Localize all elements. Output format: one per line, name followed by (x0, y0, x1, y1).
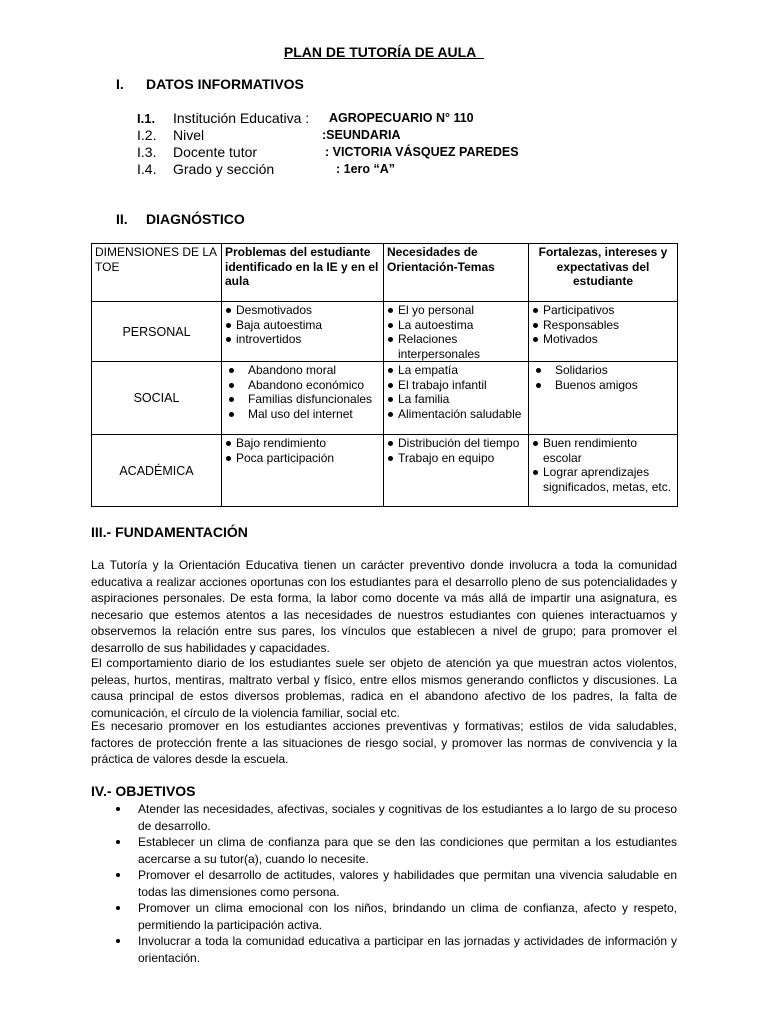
list-item: Desmotivados (225, 303, 380, 318)
list-item: Bajo rendimiento (225, 436, 380, 451)
header-necesidades: Necesidades de Orientación-Temas (384, 244, 529, 302)
list-item: Abandono económico (225, 378, 380, 393)
problemas-cell (222, 362, 384, 435)
info-row-institucion (137, 110, 474, 128)
section-number: I. (116, 76, 124, 92)
list-item: El yo personal (387, 303, 525, 318)
header-fortalezas: Fortalezas, intereses y expectativas del estudiante (529, 244, 678, 302)
list-item: Participativos (532, 303, 674, 318)
necesidades-cell (384, 302, 529, 362)
section-number: II. (116, 211, 128, 227)
list-item: Poca participación (225, 451, 380, 466)
table-header-row (92, 244, 678, 302)
list-item: Familias disfuncionales (225, 392, 380, 407)
info-number: I.3. (137, 144, 157, 160)
list-item: La empatía (387, 363, 525, 378)
section-heading: DIAGNÓSTICO (146, 211, 245, 227)
list-item: Relaciones interpersonales (387, 332, 525, 361)
list-item: Baja autoestima (225, 318, 380, 333)
list-item: Establecer un clima de confianza para que se den las condiciones que permitan a los estudiantes acercarse a su tutor(a), cuando lo necesite. (91, 834, 677, 867)
problemas-cell (222, 302, 384, 362)
necesidades-cell (384, 362, 529, 435)
problemas-cell (222, 435, 384, 507)
section-objetivos-heading: IV.- OBJETIVOS (91, 783, 196, 799)
table-row-personal (92, 302, 678, 362)
fortalezas-cell (529, 362, 678, 435)
list-item: Buen rendimiento escolar (532, 436, 674, 465)
table-row-social (92, 362, 678, 435)
fortalezas-cell (529, 302, 678, 362)
info-label: Nivel (173, 127, 205, 143)
dimension-cell: SOCIAL (92, 362, 222, 435)
info-value: :SEUNDARIA (322, 128, 401, 142)
header-problemas: Problemas del estudiante identificado en la IE y en el aula (222, 244, 384, 302)
objetivos-list (91, 801, 677, 966)
list-item: Atender las necesidades, afectivas, sociales y cognitivas de los estudiantes a lo largo de su proceso de desarrollo. (91, 801, 677, 834)
table-row-academica (92, 435, 678, 507)
list-item: introvertidos (225, 332, 380, 347)
info-row-grado (137, 161, 396, 179)
list-item: Responsables (532, 318, 674, 333)
list-item: Mal uso del internet (225, 407, 380, 422)
list-item: La autoestima (387, 318, 525, 333)
page-title: PLAN DE TUTORÍA DE AULA_ (283, 44, 485, 60)
diagnostico-table (91, 243, 678, 507)
list-item: Lograr aprendizajes significados, metas, etc. (532, 465, 674, 494)
info-label: Docente tutor (173, 144, 258, 160)
section-datos-informativos (116, 76, 304, 92)
info-row-nivel (137, 127, 401, 145)
fundamentacion-paragraph-2: El comportamiento diario de los estudiantes suele ser objeto de atención ya que muestran actos violentos, peleas, hurtos, mentiras, maltrato verbal y físico, entre ellos mismos generando conflictos y discusiones. La causa principal de estos diversos problemas, radica en el abandono afectivo de los padres, la falta de comunicación, el círculo de la violencia familiar, social etc. (91, 656, 677, 720)
list-item: Distribución del tiempo (387, 436, 525, 451)
section-heading: DATOS INFORMATIVOS (146, 76, 304, 92)
section-diagnostico (116, 211, 245, 227)
info-row-docente (137, 144, 519, 162)
list-item: Buenos amigos (532, 378, 674, 393)
dimension-cell: PERSONAL (92, 302, 222, 362)
list-item: Abandono moral (225, 363, 380, 378)
info-label: Institución Educativa : (173, 110, 310, 126)
list-item: Involucrar a toda la comunidad educativa a participar en las jornadas y actividades de información y orientación. (91, 933, 677, 966)
info-value: : VICTORIA VÁSQUEZ PAREDES (325, 145, 519, 159)
list-item: Promover el desarrollo de actitudes, valores y habilidades que permitan una vivencia saludable en todas las dimensiones como persona. (91, 867, 677, 900)
info-value: : 1ero “A” (336, 162, 396, 176)
list-item: El trabajo infantil (387, 378, 525, 393)
info-number: I.4. (137, 161, 157, 177)
info-number: I.2. (137, 127, 157, 143)
dimension-cell: ACADÉMICA (92, 435, 222, 507)
header-dimensiones: DIMENSIONES DE LA TOE (92, 244, 222, 302)
list-item: Solidarios (532, 363, 674, 378)
fortalezas-cell (529, 435, 678, 507)
list-item: Trabajo en equipo (387, 451, 525, 466)
list-item: Promover un clima emocional con los niños, brindando un clima de confianza, afecto y respeto, permitiendo la participación activa. (91, 900, 677, 933)
list-item: Alimentación saludable (387, 407, 525, 422)
necesidades-cell (384, 435, 529, 507)
list-item: Motivados (532, 332, 674, 347)
info-label: Grado y sección (173, 161, 275, 177)
info-value: AGROPECUARIO N° 110 (329, 111, 474, 125)
list-item: La familia (387, 392, 525, 407)
info-number: I.1. (137, 111, 156, 126)
section-fundamentacion-heading: III.- FUNDAMENTACIÓN (91, 524, 248, 540)
fundamentacion-paragraph-3: Es necesario promover en los estudiantes acciones preventivas y formativas; estilos de vida saludables, factores de protección frente a las situaciones de riesgo social, y promover las normas de convivencia y la práctica de valores desde la escuela. (91, 719, 677, 766)
fundamentacion-paragraph-1: La Tutoría y la Orientación Educativa tienen un carácter preventivo donde involucra a toda la comunidad educativa a realizar acciones oportunas con los estudiantes para el desarrollo pleno de sus potencialidades y aspiraciones personales. De esta forma, la labor como docente va más allá de impartir una asignatura, es necesario que estemos atentos a las necesidades de nuestros estudiantes con quienes interactuamos y observemos la relación entre sus pares, los vínculos que establecen a nivel de grupo; para promover el desarrollo de sus habilidades y capacidades. (91, 558, 677, 655)
